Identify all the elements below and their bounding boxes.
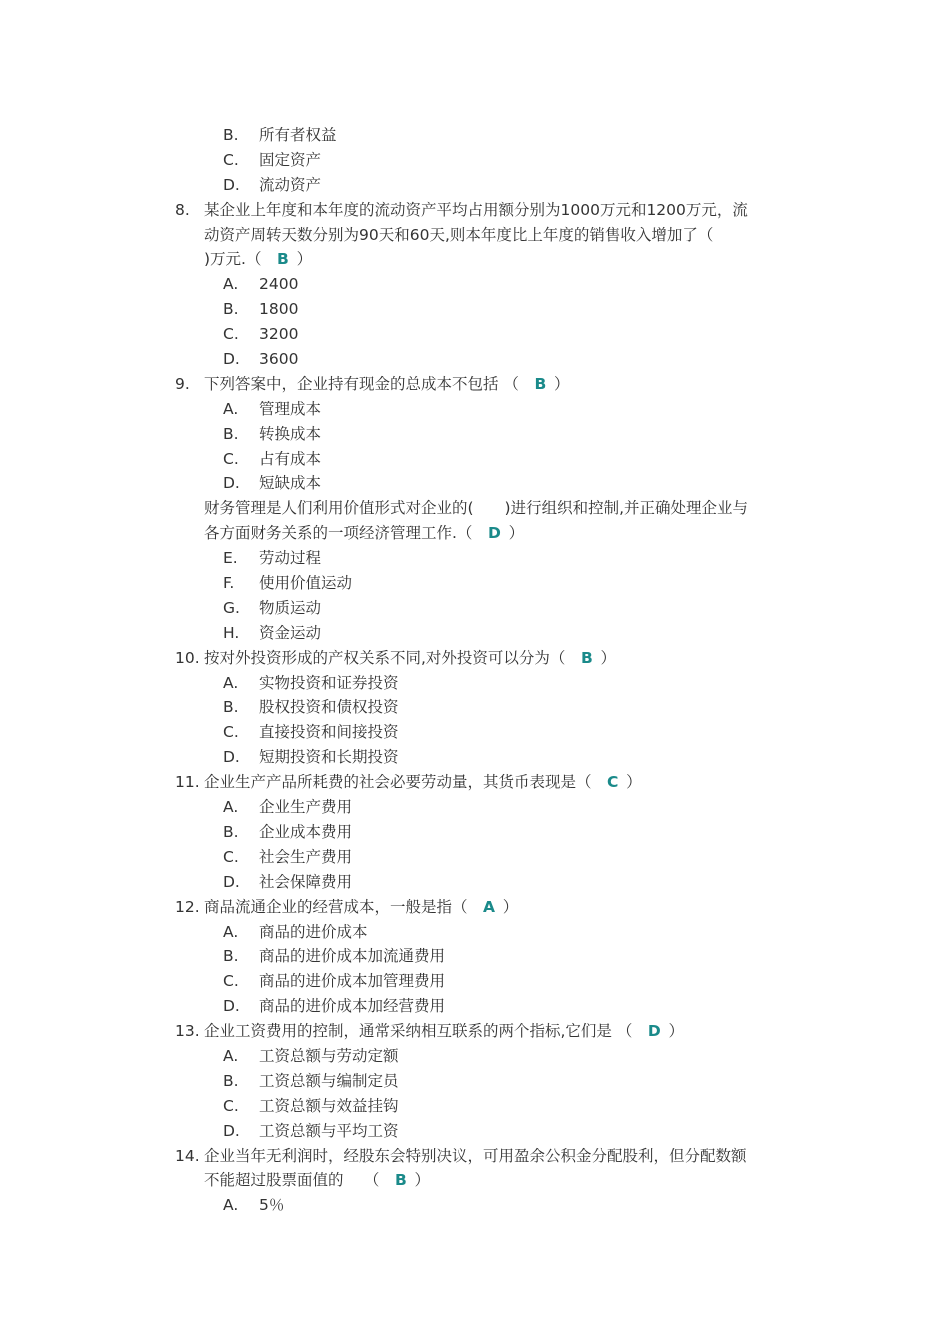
question-line [0, 1144, 950, 1169]
answer-option [0, 272, 950, 297]
text-body: 流动资产 [259, 175, 322, 194]
answer-option [0, 1094, 950, 1119]
question-line [0, 646, 950, 671]
answer-option [0, 720, 950, 745]
option-text [259, 148, 321, 173]
text-body: 股权投资和债权投资 [259, 698, 399, 717]
closing-paren: ） [626, 773, 642, 792]
answer-option [0, 695, 950, 720]
question-text [204, 198, 748, 223]
text-body: 短缺成本 [259, 474, 322, 493]
option-letter: D. [223, 1121, 240, 1140]
question-number: 13. [175, 1022, 200, 1041]
text-body: 商品的进价成本 [259, 922, 368, 941]
text-body: 按对外投资形成的产权关系不同,对外投资可以分为（ [204, 648, 566, 667]
closing-paren: ） [502, 897, 519, 916]
answer-option [0, 546, 950, 571]
answer-option [0, 471, 950, 496]
answer-option [0, 969, 950, 994]
document-page [0, 123, 950, 1218]
question-text-continuation [0, 1168, 950, 1193]
text-body: 3600 [259, 350, 299, 369]
option-letter: B. [223, 698, 239, 717]
option-letter: A. [223, 922, 239, 941]
answer-option [0, 845, 950, 870]
option-text [259, 820, 352, 845]
question-text [204, 646, 616, 671]
option-text [259, 347, 298, 372]
text-body: 占有成本 [259, 449, 322, 468]
text-body: 管理成本 [259, 399, 322, 418]
option-letter: D. [223, 997, 240, 1016]
option-letter: B. [223, 300, 239, 319]
text-body: 社会保障费用 [259, 872, 353, 891]
option-letter: D. [223, 175, 240, 194]
option-letter: D. [223, 748, 240, 767]
option-text [259, 695, 399, 720]
question-number: 11. [175, 773, 200, 792]
answer-option [0, 820, 950, 845]
closing-paren: ） [296, 250, 313, 269]
option-text [259, 422, 321, 447]
answer-option [0, 1044, 950, 1069]
answer-option [0, 1193, 950, 1218]
answer-option [0, 671, 950, 696]
option-letter: B. [223, 424, 239, 443]
closing-paren: ） [414, 1171, 431, 1190]
text-body: 企业生产费用 [259, 798, 353, 817]
question-line [0, 770, 950, 795]
option-letter: A. [223, 1196, 239, 1215]
answer-option [0, 596, 950, 621]
option-letter: G. [223, 598, 240, 617]
answer-option [0, 1069, 950, 1094]
option-letter: C. [223, 449, 239, 468]
question-text-continuation [0, 496, 950, 521]
answer-key: B [276, 250, 289, 269]
text-body: 商品流通企业的经营成本，一般是指（ [204, 897, 468, 916]
text-body: 实物投资和证券投资 [259, 673, 399, 692]
text-body: 不能超过股票面值的 （ [204, 1171, 380, 1190]
option-letter: A. [223, 673, 239, 692]
option-text [259, 994, 445, 1019]
text-body: 1800 [259, 300, 299, 319]
question-text [204, 895, 518, 920]
text-body: 工资总额与编制定员 [259, 1071, 399, 1090]
question-number: 14. [175, 1146, 200, 1165]
question-line [0, 372, 950, 397]
option-text [259, 720, 399, 745]
question-line [0, 895, 950, 920]
answer-option [0, 297, 950, 322]
option-text [259, 1069, 399, 1094]
question-text [204, 1019, 684, 1044]
question-text-continuation [0, 247, 950, 272]
answer-option [0, 447, 950, 472]
option-text [259, 944, 445, 969]
answer-option [0, 397, 950, 422]
option-letter: H. [223, 623, 240, 642]
text-body: 5％ [259, 1196, 285, 1215]
text-body: 商品的进价成本加管理费用 [259, 972, 446, 991]
text-body: 商品的进价成本加流通费用 [259, 947, 446, 966]
option-text [259, 745, 399, 770]
option-letter: B. [223, 822, 239, 841]
option-text [259, 969, 445, 994]
option-text [259, 471, 321, 496]
text-body: 资金运动 [259, 623, 322, 642]
question-line [0, 198, 950, 223]
answer-option [0, 173, 950, 198]
option-letter: D. [223, 872, 240, 891]
option-letter: D. [223, 474, 240, 493]
option-text [259, 322, 298, 347]
answer-option [0, 422, 950, 447]
text-body: 固定资产 [259, 150, 322, 169]
option-text [259, 123, 337, 148]
answer-option [0, 994, 950, 1019]
answer-option [0, 571, 950, 596]
option-text [259, 596, 321, 621]
option-text [259, 845, 352, 870]
option-letter: A. [223, 275, 239, 294]
option-text [259, 870, 352, 895]
option-letter: C. [223, 325, 239, 344]
answer-option [0, 621, 950, 646]
text-body: 社会生产费用 [259, 847, 353, 866]
question-text [204, 521, 524, 546]
text-body: )万元.（ [204, 250, 262, 269]
option-letter: C. [223, 847, 239, 866]
question-text [204, 496, 748, 521]
answer-key: A [483, 897, 496, 916]
text-body: 各方面财务关系的一项经济管理工作.（ [204, 524, 473, 543]
answer-key: B [394, 1171, 407, 1190]
answer-option [0, 123, 950, 148]
option-text [259, 272, 298, 297]
answer-option [0, 795, 950, 820]
question-text [204, 770, 642, 795]
answer-key: C [607, 773, 619, 792]
question-number: 8. [175, 200, 190, 219]
option-letter: C. [223, 723, 239, 742]
option-text [259, 795, 352, 820]
text-body: 2400 [259, 275, 299, 294]
option-text [259, 671, 399, 696]
option-text [259, 546, 321, 571]
answer-option [0, 1119, 950, 1144]
text-body: 动资产周转天数分别为90天和60天,则本年度比上年度的销售收入增加了（ [204, 225, 714, 244]
closing-paren: ） [600, 648, 617, 667]
answer-option [0, 745, 950, 770]
text-body: 企业生产产品所耗费的社会必要劳动量，其货币表现是（ [204, 773, 592, 792]
question-text [204, 1168, 430, 1193]
answer-option [0, 148, 950, 173]
option-text [259, 1094, 399, 1119]
answer-option [0, 347, 950, 372]
option-letter: C. [223, 1096, 239, 1115]
option-letter: D. [223, 350, 240, 369]
answer-key: B [580, 648, 593, 667]
question-text [204, 1144, 747, 1169]
question-text [204, 223, 713, 248]
text-body: 劳动过程 [259, 549, 322, 568]
answer-key: D [647, 1022, 661, 1041]
text-body: 物质运动 [259, 598, 322, 617]
answer-option [0, 322, 950, 347]
text-body: 直接投资和间接投资 [259, 723, 399, 742]
option-text [259, 447, 321, 472]
option-letter: C. [223, 150, 239, 169]
option-letter: A. [223, 798, 239, 817]
option-letter: E. [223, 549, 238, 568]
text-body: 企业工资费用的控制，通常采纳相互联系的两个指标,它们是 （ [204, 1022, 633, 1041]
option-letter: B. [223, 1071, 239, 1090]
text-body: 转换成本 [259, 424, 322, 443]
text-body: 工资总额与平均工资 [259, 1121, 399, 1140]
text-body: 使用价值运动 [259, 574, 353, 593]
text-body: 所有者权益 [259, 126, 337, 144]
option-text [259, 297, 298, 322]
option-letter: B. [223, 947, 239, 966]
option-text [259, 397, 321, 422]
answer-key: D [487, 524, 501, 543]
option-letter: B. [223, 126, 239, 144]
text-body: 工资总额与效益挂钩 [259, 1096, 399, 1115]
text-body: 某企业上年度和本年度的流动资产平均占用额分别为1000万元和1200万元，流 [204, 200, 748, 219]
answer-key: B [534, 374, 547, 393]
text-body: 3200 [259, 325, 299, 344]
closing-paren: ） [508, 524, 525, 543]
option-letter: F. [223, 574, 235, 593]
option-text [259, 173, 321, 198]
text-body: 工资总额与劳动定额 [259, 1046, 399, 1065]
answer-option [0, 920, 950, 945]
text-body: 下列答案中，企业持有现金的总成本不包括 （ [204, 374, 519, 393]
question-text [204, 247, 312, 272]
question-number: 12. [175, 897, 200, 916]
text-body: 企业成本费用 [259, 822, 353, 841]
text-body: 企业当年无利润时，经股东会特别决议，可用盈余公积金分配股利，但分配数额 [204, 1146, 747, 1165]
question-line [0, 1019, 950, 1044]
text-body: 短期投资和长期投资 [259, 748, 399, 767]
question-number: 10. [175, 648, 200, 667]
text-body: 商品的进价成本加经营费用 [259, 997, 446, 1016]
answer-option [0, 870, 950, 895]
answer-option [0, 944, 950, 969]
option-letter: A. [223, 1046, 239, 1065]
option-text [259, 1044, 399, 1069]
question-number: 9. [175, 374, 190, 393]
option-text [259, 1193, 284, 1218]
option-text [259, 1119, 399, 1144]
question-text [204, 372, 570, 397]
option-letter: A. [223, 399, 239, 418]
text-body: 财务管理是人们利用价值形式对企业的( )进行组织和控制,并正确处理企业与 [204, 499, 749, 518]
option-text [259, 920, 368, 945]
option-text [259, 621, 321, 646]
question-text-continuation [0, 223, 950, 248]
option-text [259, 571, 352, 596]
question-text-continuation [0, 521, 950, 546]
closing-paren: ） [554, 374, 570, 393]
closing-paren: ） [668, 1022, 684, 1041]
option-letter: C. [223, 972, 239, 991]
